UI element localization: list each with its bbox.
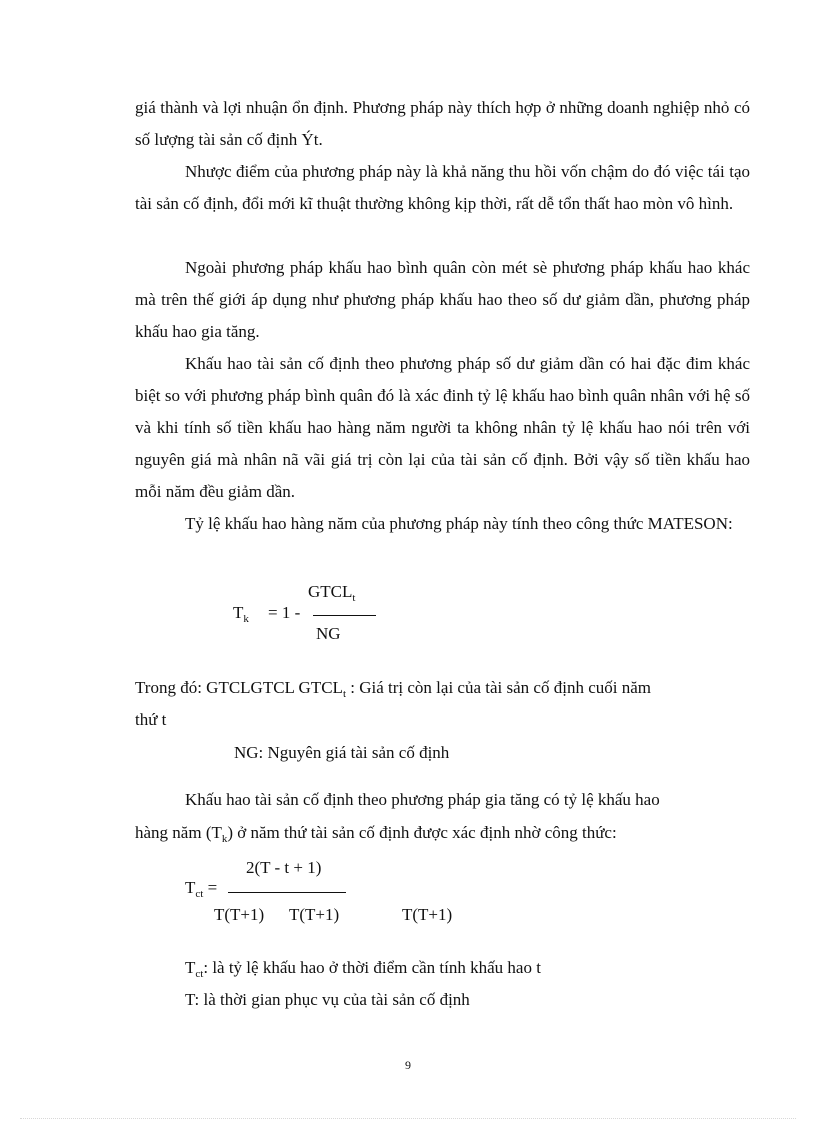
- formula1-fraction-line: [313, 615, 376, 616]
- formula2-denominator-2: T(T+1): [289, 905, 340, 924]
- paragraph-6-line-1: Khấu hao tài sản cố định theo phương pháp gia tăng có tỷ lệ khấu hao: [185, 790, 660, 809]
- formula2-fraction-line: [228, 892, 346, 893]
- page-number: 9: [405, 1058, 411, 1072]
- formula2-lhs: $T_{ct}$ =: [185, 878, 218, 900]
- formula1-numerator: $GTCL_t$: [308, 582, 356, 604]
- formula2-denominator-3: T(T+1): [402, 905, 453, 924]
- where-line-1: Trong đó: GTCLGTCL $GTCL_t$ : Giá trị còn lại của tài sản cố định cuối năm: [135, 678, 651, 700]
- page-bottom-border: [20, 1118, 796, 1119]
- formula2-denominator-1: T(T+1): [214, 905, 265, 924]
- formula2-numerator: 2(T - t + 1): [246, 858, 322, 877]
- formula1-lhs: $T_k$: [233, 603, 249, 625]
- paragraph-4: Khấu hao tài sản cố định theo phương pháp số dư giảm dần có hai đặc đim khác biệt so với phương pháp bình quân đó là xác đinh tỷ lệ khấu hao bình quân nhân với hệ số và khi tính số tiền khấu hao hàng năm người ta không nhân tỷ lệ khấu hao nói trên với nguyên giá mà nhân nã vãi giá trị còn lại của tài sản cố định. Bởi vậy số tiền khấu hao mỗi năm đều giảm dần.: [135, 354, 750, 501]
- paragraph-5: Tỷ lệ khấu hao hàng năm của phương pháp này tính theo công thức MATESON:: [185, 514, 733, 533]
- paragraph-3: Ngoài phương pháp khấu hao bình quân còn mét sè phương pháp khấu hao khác mà trên thế giới áp dụng như phương pháp khấu hao theo số dư giảm dần, phương pháp khấu hao gia tăng.: [135, 258, 750, 341]
- paragraph-2: Nhược điểm của phương pháp này là khả năng thu hồi vốn chậm do đó việc tái tạo tài sản cố định, đổi mới kĩ thuật thường không kịp thời, rất dễ tổn thất hao mòn vô hình.: [135, 162, 750, 213]
- definition-tct: $T_{ct}$: là tỷ lệ khấu hao ở thời điểm cần tính khấu hao t: [185, 958, 541, 980]
- definition-t: T: là thời gian phục vụ của tài sản cố định: [185, 990, 470, 1009]
- where-line-1-continued: thứ t: [135, 710, 167, 729]
- paragraph-6-line-2: hàng năm $(T_k)$ ở năm thứ tài sản cố định được xác định nhờ công thức:: [135, 823, 617, 845]
- formula1-equals: = 1 -: [268, 603, 301, 622]
- paragraph-1: giá thành và lợi nhuận ổn định. Phương pháp này thích hợp ở những doanh nghiệp nhỏ có số lượng tài sản cố định Ýt.: [135, 98, 750, 149]
- formula1-denominator: NG: [316, 624, 341, 643]
- where-line-2: NG: Nguyên giá tài sản cố định: [234, 743, 450, 762]
